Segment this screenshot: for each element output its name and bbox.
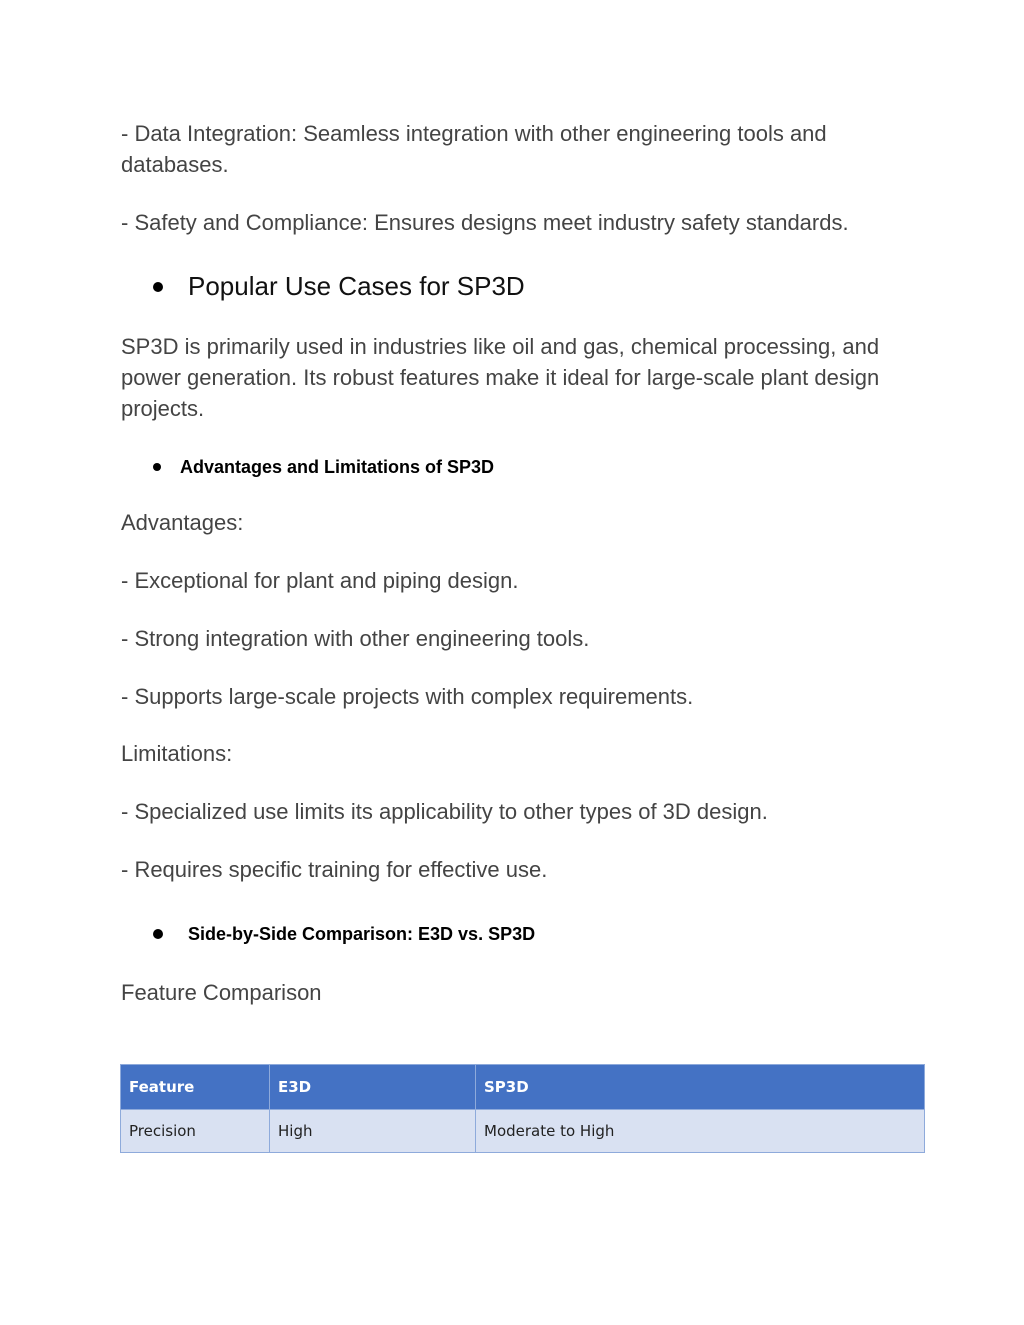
limitation-item: - Specialized use limits its applicability to other types of 3D design. bbox=[121, 799, 768, 824]
bullet-icon bbox=[153, 929, 163, 939]
column-header-e3d: E3D bbox=[270, 1065, 476, 1110]
bullet-icon bbox=[153, 282, 163, 292]
use-cases-paragraph: SP3D is primarily used in industries like oil and gas, chemical processing, and power generation. Its robust features make it ideal for large-scale plant design projects. bbox=[121, 334, 880, 421]
column-header-feature: Feature bbox=[121, 1065, 270, 1110]
data-integration-paragraph: - Data Integration: Seamless integration with other engineering tools and databases. bbox=[121, 121, 827, 177]
table-cell: High bbox=[270, 1110, 476, 1153]
bullet-icon bbox=[153, 463, 161, 471]
feature-comparison-label: Feature Comparison bbox=[121, 980, 322, 1005]
use-cases-heading-text: Popular Use Cases for SP3D bbox=[188, 271, 525, 301]
advantages-label: Advantages: bbox=[121, 510, 244, 535]
advantage-item: - Strong integration with other engineering tools. bbox=[121, 626, 590, 651]
comparison-table bbox=[120, 1064, 925, 1153]
advantage-item: - Supports large-scale projects with complex requirements. bbox=[121, 684, 694, 709]
column-header-sp3d: SP3D bbox=[476, 1065, 925, 1110]
limitation-item: - Requires specific training for effective use. bbox=[121, 857, 548, 882]
table-row bbox=[121, 1110, 925, 1153]
comparison-heading bbox=[153, 922, 535, 946]
limitations-label: Limitations: bbox=[121, 741, 233, 766]
safety-compliance-paragraph: - Safety and Compliance: Ensures designs meet industry safety standards. bbox=[121, 210, 849, 235]
table-cell: Moderate to High bbox=[476, 1110, 925, 1153]
comparison-heading-text: Side-by-Side Comparison: E3D vs. SP3D bbox=[188, 923, 536, 944]
table-cell: Precision bbox=[121, 1110, 270, 1153]
advantages-limitations-heading-text: Advantages and Limitations of SP3D bbox=[180, 456, 495, 477]
advantage-item: - Exceptional for plant and piping design. bbox=[121, 568, 519, 593]
advantages-limitations-heading bbox=[153, 455, 494, 479]
use-cases-heading bbox=[153, 271, 525, 302]
table-header-row bbox=[121, 1065, 925, 1110]
